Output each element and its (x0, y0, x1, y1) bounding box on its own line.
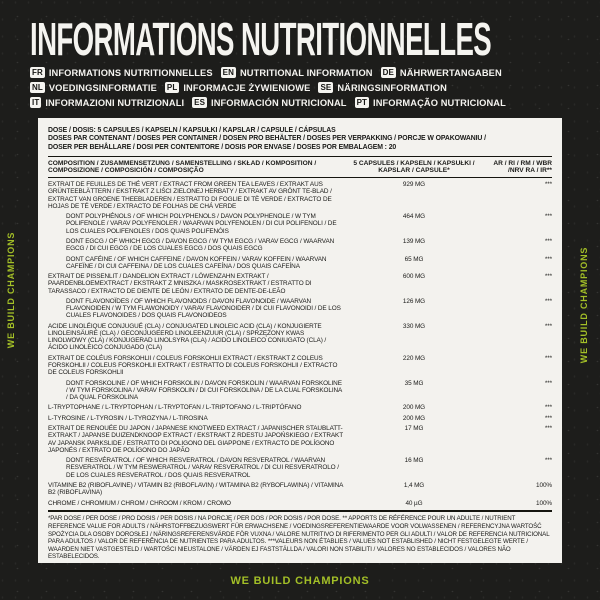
table-row (48, 415, 552, 422)
row-reference: *** (544, 181, 552, 189)
table-row (48, 404, 552, 411)
table-row (48, 298, 552, 320)
table-body (48, 181, 552, 507)
dose-line: DOSER PER BEHÅLLARE / DOSI PER CONTENITORE / DOSIS POR ENVASE / DOSES POR EMBALAGEM : 20 (48, 143, 397, 151)
row-amount: 929 MG (402, 181, 426, 189)
page-title: INFORMATIONS NUTRITIONNELLES (30, 13, 492, 65)
row-reference: *** (544, 255, 552, 263)
language-badge: SE (320, 83, 332, 92)
row-amount: 1,4 MG (403, 481, 425, 489)
language-label: VOEDINGSINFORMATIE (48, 82, 157, 93)
language-label: INFORMAÇÃO NUTRICIONAL (373, 97, 506, 108)
row-amount: 126 MG (402, 298, 426, 305)
slogan-right: WE BUILD CHAMPIONS (579, 246, 589, 364)
table-row (48, 457, 552, 479)
row-amount: 464 MG (402, 213, 426, 221)
dose-block (48, 127, 552, 152)
row-name: DONT CAFÉINE / OF WHICH CAFFEINE / DAVON KOFFEIN / VARAV KOFFEIN / WAARVAN CAFEÏNE / DI CUI CAFFEINA / DE LOS CUALES CAFEÍNA / DOS QUAIS CAFEÍNA (66, 255, 327, 270)
table-row (48, 213, 552, 235)
row-name: DONT POLYPHÉNOLS / OF WHICH POLYPHENOLS / DAVON POLYPHENOLE / W TYM POLIFENOLE / VARAV POLYFENOLER / WAARVAN POLYFENOLEN / DI CUI POLIFENOLI / DE LOS CUALES POLIFENOLES / DOS QUAIS POLIFENÓIS (66, 213, 337, 235)
table-row (48, 380, 552, 402)
language-label: NÄHRWERTANGABEN (399, 67, 502, 78)
row-reference: 100% (536, 481, 552, 489)
footnote-text: *PAR DOSE / PER DOSE / PRO DOSIS / PER DOSIS / NA PORCJĘ / PER DOS / POR DOSIS / POR DOSE. ** APPORTS DE RÉFÉRENCE POUR UN ADULTE / NUTRIENT REFERENCE VALUE FOR ADULTS / NÄHRSTOFFBEZUGSWERT FÜR ERWACHSENE / VOEDINGSREFERENTIEWAARDE VOOR VOLWASSENEN / REFERENCYJNA WARTOŚĆ SPOŻYCIA DLA OSOBY DOROSŁEJ / NÄRINGSREFERENSVÄRDE FÖR VUXNA / VALORE NUTRITIVO DI RIFERIMENTO PER GLI ADULTI / VALOR DE REFERENCIA NUTRICIONAL PARA ADULTOS / VALOR DE REFERÊNCIA DE NUTRIENTES PARA ADULTOS. ***VALEURS NON ÉTABLIES / VALUES NOT ESTABLISHED / NICHT FESTGELEGTE WERTE / WAARDEN NIET VASTGESTELD / WARTOŚCI NIEUSTALONE / VÄRDEN EJ FASTSTÄLLDA / VALORI NON STABILITI / VALORES NO ESTABLECIDOS / VALORES NÃO ESTABELECIDOS. (48, 515, 550, 561)
row-amount: 17 MG (404, 425, 424, 433)
language-badge: ES (194, 98, 206, 107)
table-row (48, 181, 552, 210)
language-badge: PT (356, 98, 368, 107)
language-badge: FR (32, 68, 43, 77)
language-badge: DE (382, 68, 394, 77)
row-name: L-TYROSINE / L-TYROSIN / L-TYROZYNA / L-TIROSINA (48, 414, 208, 422)
slogan-left: WE BUILD CHAMPIONS (6, 231, 16, 349)
table-row (48, 355, 552, 377)
table-row (48, 323, 552, 352)
row-reference: *** (544, 414, 552, 422)
language-label: INFORMAZIONI NUTRIZIONALI (45, 97, 185, 108)
row-reference: *** (544, 213, 552, 221)
row-name: EXTRAIT DE RENOUÉE DU JAPON / JAPANESE KNOTWEED EXTRACT / JAPANISCHER STAUBLATT-EXTRAKT / JAPANSE DUIZENDKNOOP EXTRACT / EKSTRAKT Z RDESTU JAPOŃSKIEGO / EXTRAKT AV JAPANSK PARKSLIDE / ESTRATTO DI POLIGONO DEL GIAPPONE / EXTRACTO DE POLÍGONO JAPONÉS / EXTRATO DE POLÍGONO DO JAPÃO (48, 425, 343, 454)
table-row (48, 273, 552, 295)
row-name: DONT FLAVONOÏDES / OF WHICH FLAVONOIDS / DAVON FLAVONOIDE / WAARVAN FLAVONOIDEN / W TYM FLAWONOIDY / VARAV FLAVONOIDER / DI CUI FLAVONOIDI / DE LOS CUALES FLAVONOIDES / DOS QUAIS FLAVONOIDEOS (66, 298, 341, 320)
language-badge: PL (166, 83, 178, 92)
row-reference: *** (544, 457, 552, 465)
header-reference: AR / RI / RM / WBR /NRV RA / IR** (493, 159, 552, 175)
table-row (48, 500, 552, 507)
row-name: EXTRAIT DE PISSENLIT / DANDELION EXTRACT / LÖWENZAHN EXTRAKT / PAARDENBLOEMEXTRACT / EKSTRAKT Z MNISZKA / MASKROSEXTRAKT / ESTRATTO DI TARASSACO / EXTRACTO DE DIENTE DE LEÓN / EXTRATO DE DENTE-DE-LEÃO (48, 273, 312, 295)
row-amount: 330 MG (402, 322, 426, 330)
row-name: CHROME / CHROMIUM / CHROM / CHROOM / KROM / CROMO (48, 499, 231, 507)
row-reference: *** (544, 298, 552, 305)
slogan-bottom: WE BUILD CHAMPIONS (230, 575, 370, 587)
row-name: DONT RESVÉRATROL / OF WHICH RESVERATROL / DAVON RESVERATROL / WAARVAN RESVERATROL / W TYM RESWERATROL / VARAV RESVERATROL / DI CUI RESVERATROLO / DE LOS CUALES RESVERATROL / DOS QUAIS RESVERATROL (66, 457, 339, 479)
nutrition-panel (38, 118, 562, 563)
row-amount: 220 MG (402, 354, 426, 362)
header-amount: 5 CAPSULES / KAPSELN / KAPSUŁKI / KAPSLAR / CAPSULE* (353, 159, 475, 175)
row-name: DONT FORSKOLINE / OF WHICH FORSKOLIN / DAVON FORSKOLIN / WAARVAN FORSKOLINE / W TYM FORSKOLINA / VARAV FORSKOLIN / DI CUI FORSKOLINA / DE LA CUAL FORSKOLINA / DA QUAL FORSKOLINA (66, 379, 342, 401)
language-badge: NL (32, 83, 43, 92)
language-line (30, 80, 514, 95)
language-label: INFORMATIONS NUTRITIONNELLES (48, 67, 213, 78)
table-header (48, 157, 552, 178)
language-line (30, 95, 514, 110)
header-composition: COMPOSITION / ZUSAMMENSETZUNG / SAMENSTELLING / SKŁAD / KOMPOSITION / COMPOSIZIONE / COMPOSICIÓN / COMPOSIÇÃO (48, 159, 317, 175)
row-reference: 100% (536, 499, 552, 507)
row-name: EXTRAIT DE FEUILLES DE THÉ VERT / EXTRACT FROM GREEN TEA LEAVES / EXTRAKT AUS GRÜNTEEBLÄTTERN / EKSTRAKT Z LIŚCI ZIELONEJ HERBATY / EXTRAKT AV GRÖNT TE-BLAD / EXTRACT VAN GROENE THEEBLADEREN / ESTRATTO DI FOGLIE DI TÈ VERDE / EXTRACTO DE HOJAS DE TÉ VERDE / EXTRACTO DE FOLHAS DE CHÁ VERDE (48, 181, 332, 210)
row-amount: 16 MG (404, 457, 424, 465)
row-reference: *** (544, 425, 552, 433)
table-row (48, 238, 552, 252)
table-row (48, 482, 552, 496)
row-amount: 139 MG (402, 238, 426, 246)
row-amount: 65 MG (404, 255, 424, 263)
table-row (48, 425, 552, 454)
row-reference: *** (544, 322, 552, 330)
row-reference: *** (544, 273, 552, 281)
row-name: DONT EGCG / OF WHICH EGCG / DAVON EGCG / W TYM EGCG / VARAV EGCG / WAARVAN EGCG / DI CUI EGCG / DE LOS CUALES EGCG / DOS QUAIS EGCG (66, 238, 335, 253)
language-label: NÄRINGSINFORMATION (337, 82, 447, 93)
language-label: INFORMACJE ŻYWIENIOWE (183, 82, 311, 93)
row-amount: 35 MG (404, 379, 424, 387)
dose-line: DOSE / DOSIS: 5 CAPSULES / KAPSELN / KAPSUŁKI / KAPSLAR / CAPSULE / CÁPSULAS (48, 127, 336, 134)
row-reference: *** (544, 238, 552, 246)
row-name: VITAMINE B2 (RIBOFLAVINE) / VITAMIN B2 (RIBOFLAVIN) / WITAMINA B2 (RYBOFLAWINA) / VITAMINA B2 (RIBOFLAVINA) (48, 481, 343, 497)
row-name: EXTRAIT DE COLÉUS FORSKOHLII / COLEUS FORSKOHLII EXTRACT / EKSTRAKT Z COLEUS FORSKOHLII / COLEUS FORSKOHLII EXTRAKT / ESTRATTO DI COLEUS FORSKOHLII / EXTRACTO DE COLEUS FORSKOHLII (48, 354, 338, 377)
table-row (48, 256, 552, 270)
row-amount: 40 µG (405, 499, 423, 507)
row-amount: 200 MG (402, 404, 426, 412)
row-name: L-TRYPTOPHANE / L-TRYPTOPHAN / L-TRYPTOFAN / L-TRIPTOFANO / L-TRIPTÓFANO (48, 404, 302, 412)
language-badge: IT (32, 98, 40, 107)
dose-line: DOSES PAR CONTENANT / DOSES PER CONTAINER / DOSEN PRO BEHÄLTER / DOSES PER VERPAKKING / PORCJE W OPAKOWANIU / (48, 135, 486, 143)
row-reference: *** (544, 379, 552, 387)
row-reference: *** (544, 404, 552, 412)
language-label: INFORMACIÓN NUTRICIONAL (211, 97, 347, 108)
row-amount: 200 MG (402, 414, 426, 422)
language-badge: EN (222, 68, 234, 77)
row-reference: *** (544, 354, 552, 362)
language-label: NUTRITIONAL INFORMATION (239, 67, 373, 78)
row-name: ACIDE LINOLÉIQUE CONJUGUÉ (CLA) / CONJUGATED LINOLEIC ACID (CLA) / KONJUGIERTE LINOLEINSÄURE (CLA) / GECONJUGEERD LINOLEENZUUR (CLA) / SPRZĘŻONY KWAS LINOLWOWY (CLA) / KONJUGERAD LINOLSYRA (CLA) / ACIDO LINOLEICO CONIUGATO (CLA) / ÁCIDO LINOLEICO CONJUGADO (CLA) (48, 322, 327, 352)
row-amount: 600 MG (402, 273, 426, 281)
language-line (30, 65, 514, 80)
language-lines (30, 65, 514, 110)
